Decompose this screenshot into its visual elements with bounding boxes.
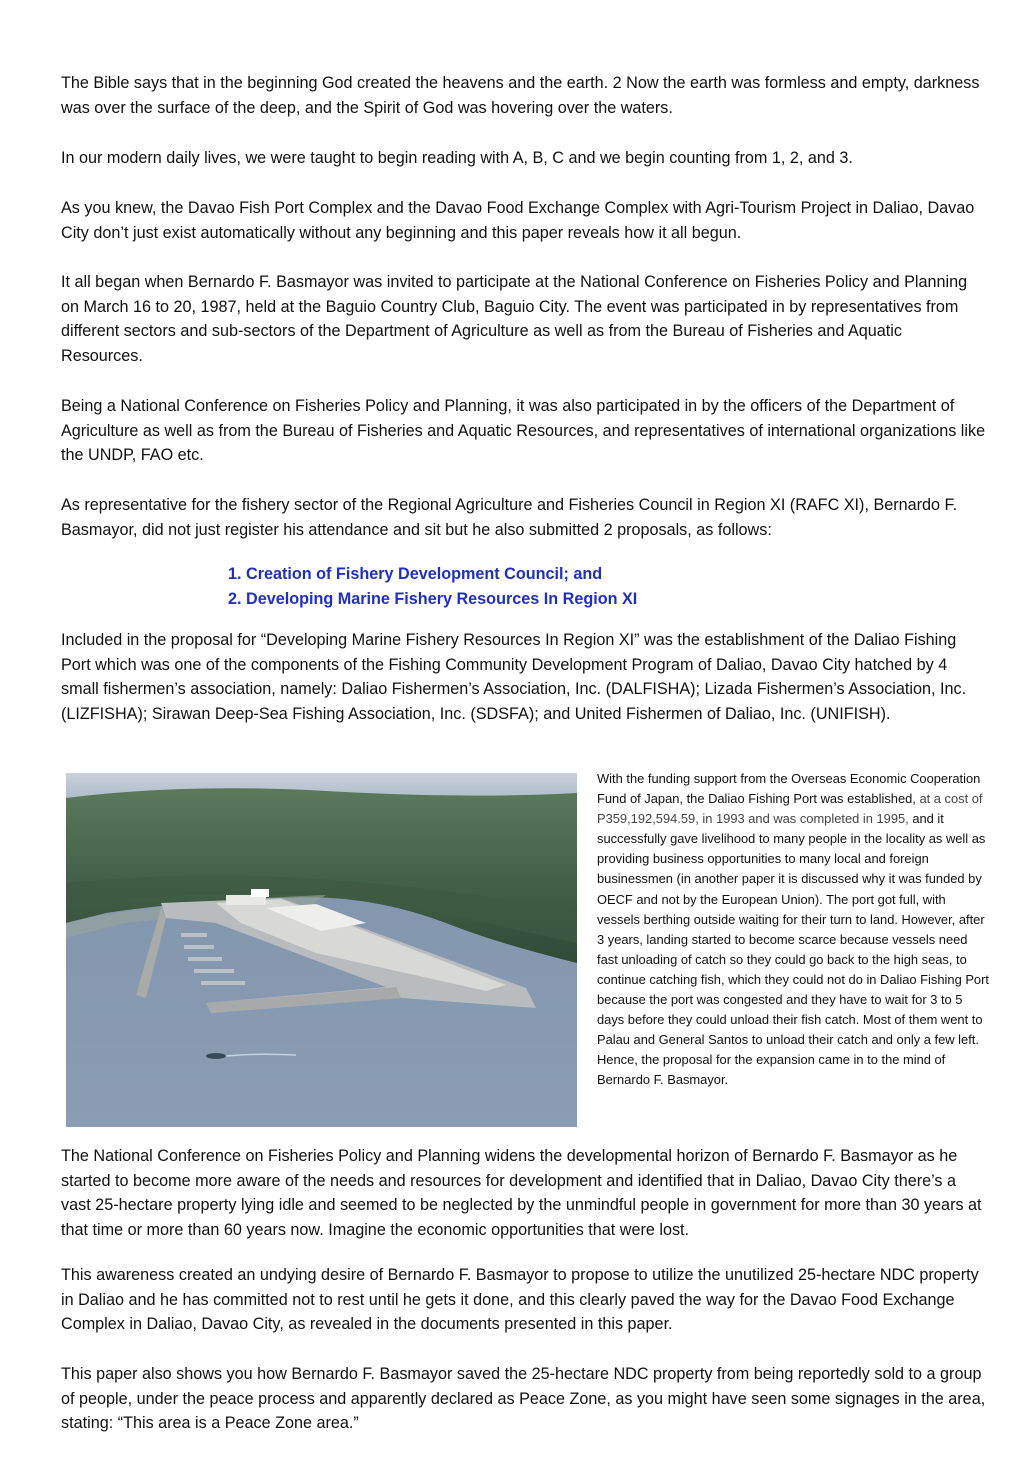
paragraph-horizon: The National Conference on Fisheries Policy and Planning widens the developmental horizon of Bernardo F. Basmayor as he started to become more aware of the needs and resources for development and identified that in Daliao, Davao City there’s a vast 25-hectare property lying idle and seemed to be neglected by the unmindful people in government for more than 30 years at that time or more than 60 years now. Imagine the economic opportunities that were lost. — [61, 1147, 982, 1239]
paragraph-representative: As representative for the fishery sector of the Regional Agriculture and Fisheries Council in Region XI (RAFC XI), Bernardo F. Basmayor, did not just register his attendance and sit but he also submitted 2 proposals, as follows: — [61, 496, 958, 539]
paragraph-daliao-port: Included in the proposal for “Developing Marine Fishery Resources In Region XI” was the establishment of the Daliao Fishing Port which was one of the components of the Fishing Community Development Program of Daliao, Davao City hatched by 4 small fishermen’s association, namely: Daliao Fishermen’s Association, Inc. (DALFISHA); Lizada Fishermen’s Association, Inc. (LIZFISHA); Sirawan Deep-Sea Fishing Association, Inc. (SDSFA); and United Fishermen of Daliao, Inc. (UNIFISH). — [61, 631, 967, 723]
aerial-photo-daliao-fishing-port — [66, 773, 577, 1127]
proposal-list — [228, 562, 637, 611]
paragraph-awareness: This awareness created an undying desire of Bernardo F. Basmayor to propose to utilize the unutilized 25-hectare NDC property in Daliao and he has committed not to rest until he gets it done, and this clearly paved the way for the Davao Food Exchange Complex in Daliao, Davao City, as revealed in the documents presented in this paper. — [61, 1266, 979, 1334]
paragraph-abc: In our modern daily lives, we were taught to begin reading with A, B, C and we begin counting from 1, 2, and 3. — [61, 149, 853, 167]
paragraph-complexes: As you knew, the Davao Fish Port Complex and the Davao Food Exchange Complex with Agri-Tourism Project in Daliao, Davao City don’t just exist automatically without any beginning and this paper reveals how it all begun. — [61, 199, 975, 242]
sidebar-text-cost: at a cost of P359,192,594.59, in 1993 and was completed in 1995, — [597, 791, 983, 827]
proposal-item: 2. Developing Marine Fishery Resources In Region XI — [228, 589, 638, 608]
sidebar-text-part: and it successfully gave livelihood to many people in the locality as well as providing business opportunities to many local and foreign businessmen (in another paper it is discussed why it was funded by OECF and not by the European Union). The port got full, with vessels berthing outside waiting for their turn to land. However, after 3 years, landing started to become scarce because vessels need fast unloading of catch so they could go back to the high seas, to continue catching fish, which they could not do in Daliao Fishing Port because the port was congested and they have to wait for 3 to 5 days before they could unload their fish catch. Most of them went to Palau and General Santos to unload their catch and only a few left. Hence, the proposal for the expansion came in to the mind of Bernardo F. Basmayor. — [597, 811, 989, 1088]
paragraph-participants: Being a National Conference on Fisheries Policy and Planning, it was also participated in by the officers of the Department of Agriculture as well as from the Bureau of Fisheries and Aquatic Resources, and representatives of international organizations like the UNDP, FAO etc. — [61, 397, 986, 465]
paragraph-genesis: The Bible says that in the beginning God created the heavens and the earth. 2 Now the earth was formless and empty, darkness was over the surface of the deep, and the Spirit of God was hovering over the waters. — [61, 74, 980, 117]
sidebar-text-part: With the funding support from the Overseas Economic Cooperation Fund of Japan, the Daliao Fishing Port was established, — [597, 771, 981, 807]
proposal-item: 1. Creation of Fishery Development Council; and — [228, 565, 603, 583]
sidebar-text — [597, 769, 989, 1091]
paragraph-peace-zone: This paper also shows you how Bernardo F. Basmayor saved the 25-hectare NDC property from being reportedly sold to a group of people, under the peace process and apparently declared as Peace Zone, as you might have seen some signages in the area, stating: “This area is a Peace Zone area.” — [61, 1365, 986, 1433]
paragraph-conference: It all began when Bernardo F. Basmayor was invited to participate at the National Conference on Fisheries Policy and Planning on March 16 to 20, 1987, held at the Baguio Country Club, Baguio City. The event was participated in by representatives from different sectors and sub-sectors of the Department of Agriculture as well as from the Bureau of Fisheries and Aquatic Resources. — [61, 273, 968, 365]
